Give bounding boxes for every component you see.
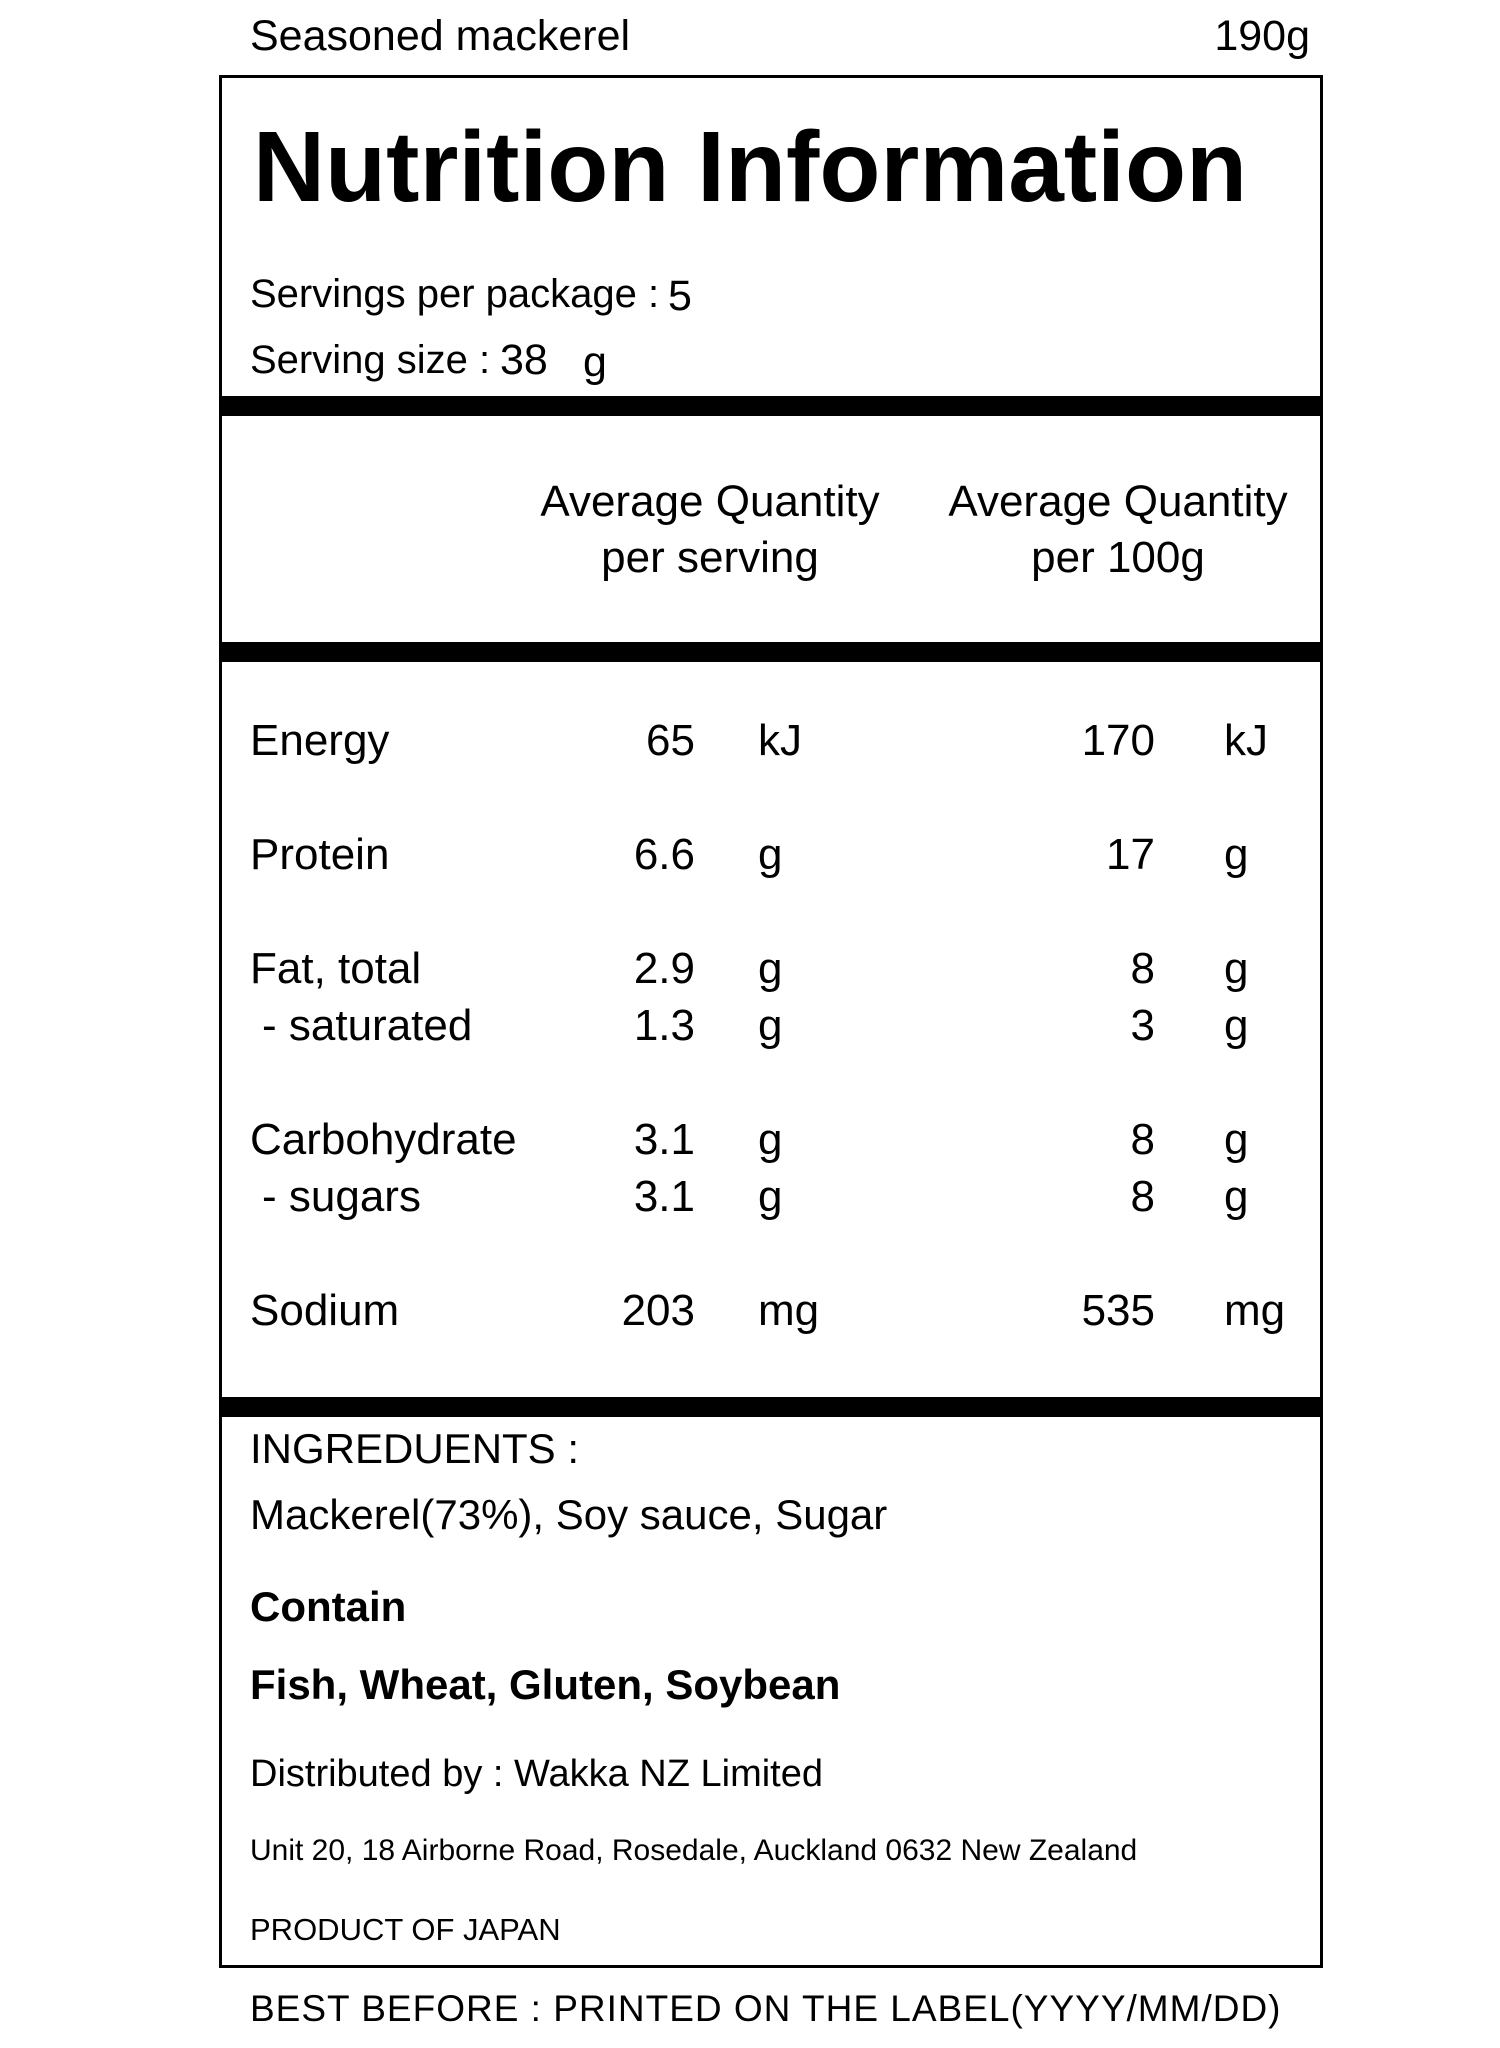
nutrient-label: Sodium	[250, 1286, 400, 1335]
nutrient-per-100g-unit: kJ	[1224, 716, 1268, 765]
country-of-origin: PRODUCT OF JAPAN	[250, 1912, 561, 1947]
nutrient-per-serving-unit: g	[758, 830, 783, 879]
nutrient-per-100g-unit: mg	[1224, 1286, 1286, 1335]
column-header-per-100g-line2: per 100g	[1031, 533, 1205, 582]
nutrient-per-100g: 3	[1130, 1001, 1155, 1050]
nutrient-per-100g: 8	[1130, 1172, 1155, 1221]
nutrient-label: - saturated	[262, 1001, 473, 1050]
product-name: Seasoned mackerel	[250, 12, 631, 60]
nutrient-label: Carbohydrate	[250, 1115, 517, 1164]
nutrient-per-100g: 170	[1081, 716, 1155, 765]
nutrient-per-100g: 8	[1130, 944, 1155, 993]
nutrient-per-serving: 3.1	[633, 1115, 695, 1164]
serving-size-unit: g	[583, 338, 607, 386]
divider-rule	[219, 396, 1323, 416]
nutrient-per-serving-unit: g	[758, 1172, 783, 1221]
nutrient-per-100g: 8	[1130, 1115, 1155, 1164]
column-header-per-serving-line1: Average Quantity	[540, 477, 880, 526]
servings-per-package-value: 5	[668, 272, 692, 320]
net-weight: 190g	[1214, 12, 1310, 60]
serving-size-value: 38	[500, 336, 548, 384]
nutrient-per-100g-unit: g	[1224, 1001, 1249, 1050]
nutrient-label: - sugars	[262, 1172, 421, 1221]
distributor-address: Unit 20, 18 Airborne Road, Rosedale, Auckland 0632 New Zealand	[250, 1834, 1138, 1867]
nutrient-per-serving-unit: g	[758, 1115, 783, 1164]
nutrient-per-serving: 3.1	[633, 1172, 695, 1221]
nutrient-label: Energy	[250, 716, 390, 765]
nutrient-per-serving-unit: kJ	[758, 716, 802, 765]
column-header-per-serving	[510, 474, 910, 586]
divider-rule	[219, 642, 1323, 662]
distributor: Distributed by : Wakka NZ Limited	[250, 1753, 823, 1795]
column-header-per-100g-line1: Average Quantity	[948, 477, 1288, 526]
nutrient-per-serving-unit: g	[758, 1001, 783, 1050]
serving-size-label: Serving size :	[250, 338, 491, 382]
ingredients-heading: INGREDUENTS :	[250, 1425, 580, 1472]
panel-title: Nutrition Information	[252, 111, 1248, 223]
allergens-heading: Contain	[250, 1583, 407, 1630]
nutrient-per-100g: 17	[1106, 830, 1155, 879]
nutrient-per-serving: 6.6	[633, 830, 695, 879]
nutrient-label: Fat, total	[250, 944, 422, 993]
nutrient-per-100g-unit: g	[1224, 1172, 1249, 1221]
nutrient-per-serving: 1.3	[633, 1001, 695, 1050]
allergens-list: Fish, Wheat, Gluten, Soybean	[250, 1661, 841, 1708]
column-header-per-serving-line2: per serving	[601, 533, 819, 582]
nutrient-per-serving: 65	[646, 716, 695, 765]
servings-per-package-label: Servings per package :	[250, 272, 660, 316]
nutrient-per-serving-unit: g	[758, 944, 783, 993]
nutrient-per-serving: 2.9	[633, 944, 695, 993]
nutrient-per-100g-unit: g	[1224, 830, 1249, 879]
nutrient-per-serving: 203	[621, 1286, 695, 1335]
nutrient-label: Protein	[250, 830, 390, 879]
best-before-note: BEST BEFORE : PRINTED ON THE LABEL(YYYY/MM/DD)	[250, 1988, 1282, 2029]
nutrient-per-serving-unit: mg	[758, 1286, 820, 1335]
ingredients-text: Mackerel(73%), Soy sauce, Sugar	[250, 1491, 888, 1538]
nutrient-per-100g-unit: g	[1224, 1115, 1249, 1164]
nutrient-per-100g-unit: g	[1224, 944, 1249, 993]
nutrient-per-100g: 535	[1081, 1286, 1155, 1335]
divider-rule	[219, 1397, 1323, 1417]
column-header-per-100g	[918, 474, 1318, 586]
